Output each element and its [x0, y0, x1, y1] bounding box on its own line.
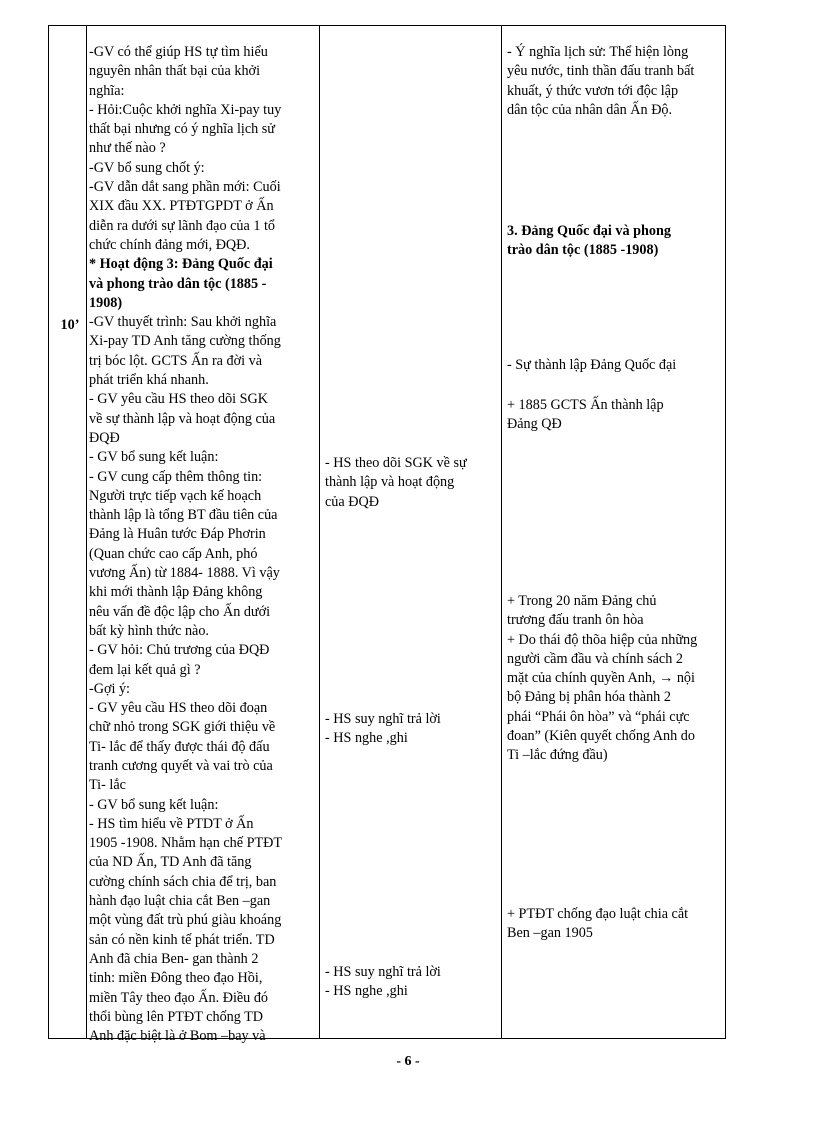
text-line: - GV bổ sung kết luận: [89, 449, 219, 466]
text-line: - Sự thành lập Đảng Quốc đại [507, 357, 677, 373]
text-line: trào dân tộc (1885 -1908) [507, 242, 659, 259]
text-line: 1905 -1908. Nhằm hạn chế PTĐT [89, 835, 283, 852]
text-line: XIX đầu XX. PTĐTGPDT ở Ấn [89, 198, 274, 215]
text-line: ĐQĐ [89, 429, 120, 446]
column-divider [501, 26, 502, 1038]
text-line: yêu nước, tinh thần đấu tranh bất [507, 63, 695, 80]
text-line: -GV thuyết trình: Sau khởi nghĩa [89, 314, 277, 331]
content-meaning-block [507, 43, 721, 120]
text-line: phát triển khá nhanh. [89, 372, 209, 389]
time-label: 10’ [60, 317, 80, 333]
text-line: -Gợi ý: [89, 680, 130, 697]
content-block [507, 592, 721, 766]
text-line: nguyên nhân thất bại của khởi [89, 63, 261, 80]
text-line: - GV yêu cầu HS theo dõi đoạn [89, 700, 268, 717]
student-activity-block [325, 454, 500, 512]
text-line: một vùng đất trù phú giàu khoáng [89, 912, 282, 929]
text-line: đoan” (Kiên quyết chống Anh do [507, 728, 695, 745]
text-line: và phong trào dân tộc (1885 - [89, 275, 267, 292]
text-line: Người trực tiếp vạch kế hoạch [89, 487, 262, 504]
text-line: - HS nghe ,ghi [325, 983, 408, 1000]
text-line: Anh đã chia Ben- gan thành 2 [89, 950, 259, 967]
text-line: bất kỳ hình thức nào. [89, 622, 209, 639]
text-line: vương Ấn) từ 1884- 1888. Vì vậy [89, 565, 280, 582]
text-line: dân tộc của nhân dân Ấn Độ. [507, 101, 673, 118]
text-line: thổi bùng lên PTĐT chống TD [89, 1008, 264, 1025]
text-line: thành lập là tổng BT đầu tiên của [89, 507, 278, 524]
text-line: + Do thái độ thõa hiệp của những [507, 631, 698, 648]
text-line: Ben –gan 1905 [507, 925, 593, 942]
text-line: Xi-pay TD Anh tăng cường thống [89, 333, 281, 350]
text-line: - GV cung cấp thêm thông tin: [89, 468, 263, 485]
column-divider [86, 26, 87, 1038]
content-block [507, 356, 721, 375]
text-line: bộ Đảng bị phân hóa thành 2 [507, 689, 671, 706]
text-line: chức chính đảng mới, ĐQĐ. [89, 236, 250, 253]
text-line: tỉnh: miền Đông theo đạo Hồi, [89, 970, 263, 987]
text-line: diễn ra dưới sự lãnh đạo của 1 tổ [89, 217, 275, 234]
text-line: mặt của chính quyền Anh, → nội [507, 670, 695, 687]
page-number: - 6 - [396, 1054, 420, 1069]
text-line: Ti- lắc để thấy được thái độ đấu [89, 738, 270, 755]
text-line: phái “Phái ôn hòa” và “phái cực [507, 708, 690, 725]
text-line: Đảng QĐ [507, 416, 562, 433]
text-line: - GV bổ sung kết luận: [89, 796, 219, 813]
text-line: Đảng là Huân tước Đáp Phơrin [89, 526, 266, 543]
text-line: + Trong 20 năm Đảng chủ [507, 593, 657, 609]
text-line: Anh đặc biệt là ở Bom –bay và [89, 1028, 266, 1045]
text-line: - Ý nghĩa lịch sử: Thể hiện lòng [507, 44, 689, 60]
text-line: cường chính sách chia để trị, ban [89, 873, 277, 890]
text-line: nêu vấn đề độc lập cho Ấn dưới [89, 603, 271, 620]
text-line: miền Tây theo đạo Ấn. Điều đó [89, 989, 269, 1006]
text-line: của ND Ấn, TD Anh đã tăng [89, 854, 252, 871]
text-line: thất bại nhưng có ý nghĩa lịch sử [89, 121, 275, 138]
student-activity-block [325, 963, 500, 1002]
text-line: trương đấu tranh ôn hòa [507, 612, 644, 629]
lesson-table [48, 25, 726, 1045]
text-line: tranh cương quyết và vai trò của [89, 757, 273, 774]
text-line: về sự thành lập và hoạt động của [89, 410, 276, 427]
text-line: Ti –lắc đứng đầu) [507, 747, 608, 764]
text-line: - HS theo dõi SGK về sự [325, 455, 467, 471]
text-line: hành đạo luật chia cắt Ben –gan [89, 893, 271, 910]
text-line: + 1885 GCTS Ấn thành lập [507, 397, 664, 413]
text-line: 1908) [89, 294, 123, 311]
text-line: - HS nghe ,ghi [325, 730, 408, 747]
text-line: * Hoạt động 3: Đảng Quốc đại [89, 256, 273, 273]
text-line: - Hỏi:Cuộc khởi nghĩa Xi-pay tuy [89, 101, 282, 118]
text-line: 3. Đảng Quốc đại và phong [507, 223, 671, 239]
text-line: đem lại kết quả gì ? [89, 661, 201, 678]
column-divider [319, 26, 320, 1038]
text-line: khi mới thành lập Đảng không [89, 584, 263, 601]
content-block [507, 905, 721, 944]
text-line: trị bóc lột. GCTS Ấn ra đời và [89, 352, 263, 369]
text-line: -GV dẫn dắt sang phần mới: Cuối [89, 179, 281, 196]
text-line: Ti- lắc [89, 777, 126, 794]
text-line: nghĩa: [89, 82, 125, 99]
text-line: của ĐQĐ [325, 493, 379, 510]
text-line: thành lập và hoạt động [325, 474, 455, 491]
student-activity-block [325, 710, 500, 749]
section-heading [507, 222, 721, 261]
text-line: khuất, ý thức vươn tới độc lập [507, 82, 679, 99]
text-line: - HS suy nghĩ trả lời [325, 964, 441, 980]
text-line: -GV bổ sung chốt ý: [89, 159, 205, 176]
text-line: (Quan chức cao cấp Anh, phó [89, 545, 258, 562]
text-line: như thế nào ? [89, 140, 166, 157]
content-block [507, 396, 721, 435]
text-line: - HS tìm hiểu về PTDT ở Ấn [89, 815, 254, 832]
text-line: + PTĐT chống đạo luật chia cắt [507, 906, 689, 922]
text-line: - GV yêu cầu HS theo dõi SGK [89, 391, 269, 408]
text-line: sản có nền kinh tế phát triển. TD [89, 931, 275, 948]
text-line: -GV có thể giúp HS tự tìm hiểu [89, 44, 268, 60]
text-line: chữ nhỏ trong SGK giới thiệu về [89, 719, 276, 736]
text-line: người cầm đầu và chính sách 2 [507, 650, 683, 667]
text-line: - GV hỏi: Chủ trương của ĐQĐ [89, 642, 270, 659]
text-line: - HS suy nghĩ trả lời [325, 711, 441, 727]
teacher-activity-column [89, 43, 317, 1046]
